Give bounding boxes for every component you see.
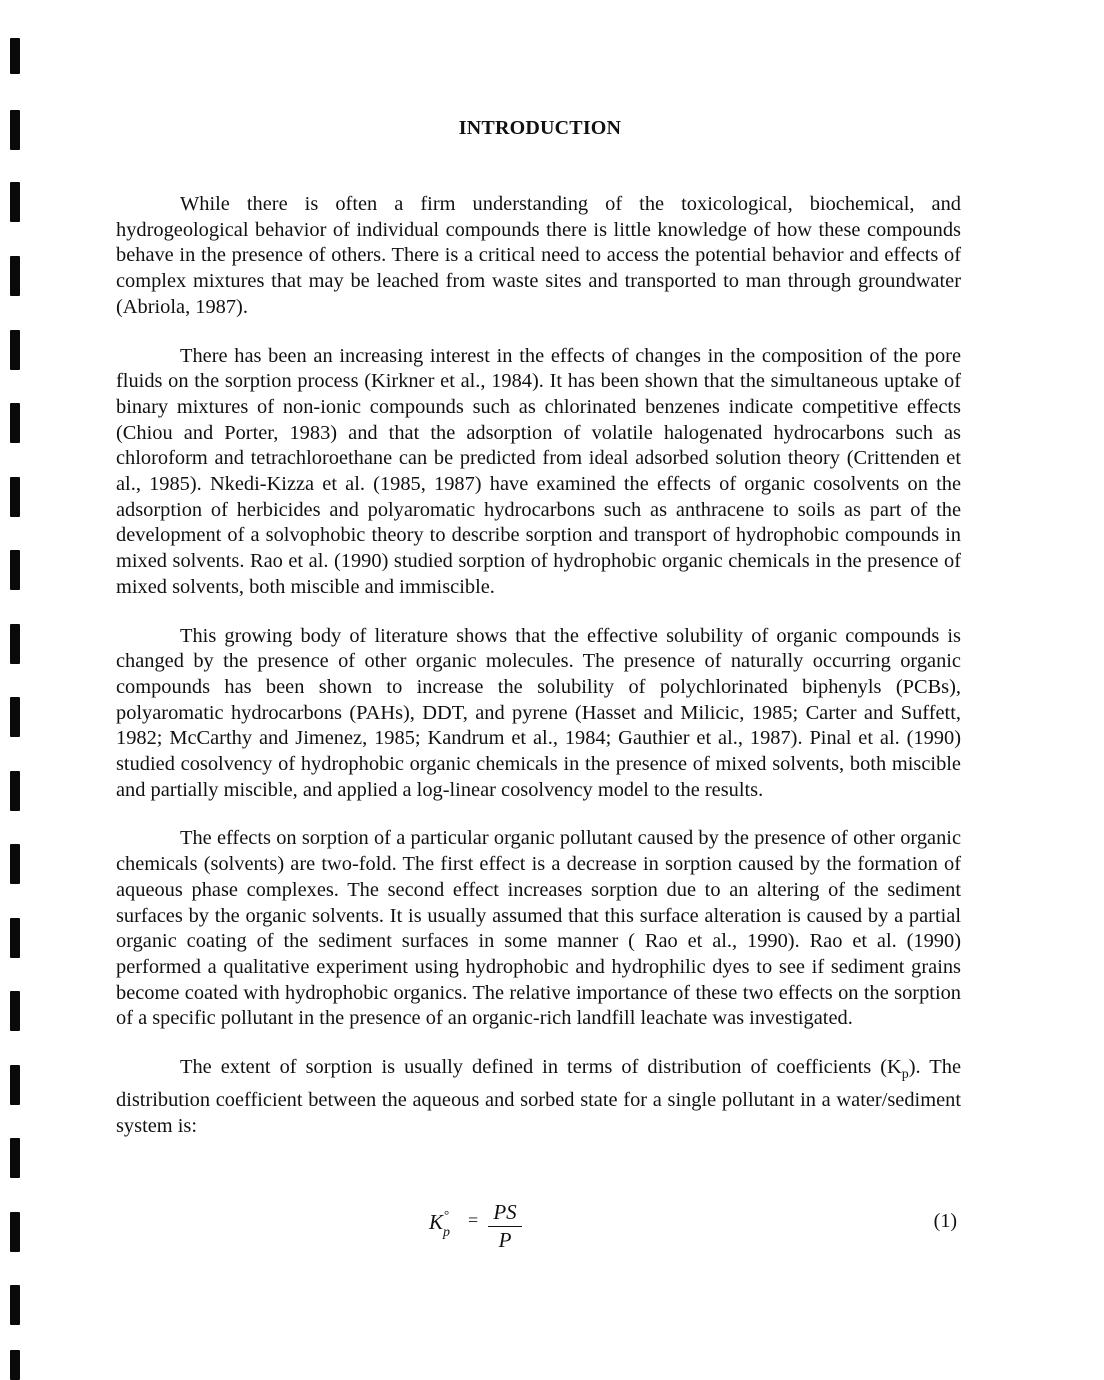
binding-mark — [10, 38, 20, 74]
binding-mark — [10, 624, 20, 664]
binding-mark — [10, 771, 20, 811]
equation-denominator: P — [498, 1228, 512, 1252]
paragraph-intro: While there is often a firm understanding of the toxicological, biochemical, and hydrogeological behavior of individual compounds there is little knowledge of how these compounds behave in the presence of others. There is a critical need to access the potential behavior and effects of complex mixtures that may be leached from waste sites and transported to man through groundwater (Abriola, 1987). — [116, 193, 961, 318]
binding-mark — [10, 844, 20, 884]
binding-mark — [10, 1212, 20, 1252]
binding-mark — [10, 330, 20, 370]
body-text — [116, 192, 961, 1162]
paragraph-text-before: The extent of sorption is usually defined in terms of distribution of coefficients (K — [180, 1056, 902, 1079]
page-title: INTRODUCTION — [458, 117, 622, 139]
binding-mark — [10, 991, 20, 1031]
equation-fraction — [488, 1200, 522, 1253]
binding-marks — [0, 0, 30, 1380]
binding-mark — [10, 1285, 20, 1325]
equation-numerator: PS — [488, 1200, 522, 1227]
equation-1 — [116, 1200, 961, 1260]
binding-mark — [10, 256, 20, 296]
binding-mark — [10, 403, 20, 443]
equation-number: (1) — [933, 1210, 957, 1232]
binding-mark — [10, 1138, 20, 1178]
binding-mark — [10, 550, 20, 590]
paragraph-subscript: p — [901, 1067, 909, 1083]
paragraph-pore-fluids: There has been an increasing interest in the effects of changes in the composition of the pore fluids on the sorption process (Kirkner et al., 1984). It has been shown that the simultaneous uptake of binary mixtures of non-ionic compounds such as chlorinated benzenes indicate competitive effects (Chiou and Porter, 1983) and that the adsorption of volatile halogenated hydrocarbons such as chloroform and tetrachloroethane can be predicted from ideal adsorbed solution theory (Crittenden et al., 1985). Nkedi-Kizza et al. (1985, 1987) have examined the effects of organic cosolvents on the adsorption of herbicides and polyaromatic hydrocarbons such as anthracene to soils as part of the development of a solvophobic theory to describe sorption and transport of hydrophobic compounds in mixed solvents. Rao et al. (1990) studied sorption of hydrophobic organic chemicals in the presence of mixed solvents, both miscible and immiscible. — [116, 344, 961, 598]
paragraph-text-after: ). The distribution coefficient between the aqueous and sorbed state for a single pollutant in a water/sediment system is: — [116, 1056, 961, 1137]
binding-mark — [10, 1350, 20, 1380]
binding-mark — [10, 477, 20, 517]
paragraph-sorption-effects: The effects on sorption of a particular organic pollutant caused by the presence of other organic chemicals (solvents) are two-fold. The first effect is a decrease in sorption caused by the formation of aqueous phase complexes. The second effect increases sorption due to an altering of the sediment surfaces by the organic solvents. It is usually assumed that this surface alteration is caused by a partial organic coating of the sediment surfaces in some manner ( Rao et al., 1990). Rao et al. (1990) performed a qualitative experiment using hydrophobic and hydrophilic dyes to see if sediment grains become coated with hydrophobic organics. The relative importance of these two effects on the sorption of a specific pollutant in the presence of an organic-rich landfill leachate was investigated. — [116, 827, 961, 1030]
equation-superscript: ° — [444, 1207, 450, 1222]
binding-mark — [10, 697, 20, 737]
paragraph-distribution-coefficient — [116, 1055, 961, 1139]
equation-subscript: p — [443, 1225, 451, 1240]
equation-symbol: K — [429, 1210, 444, 1234]
binding-mark — [10, 182, 20, 222]
paragraph-solubility: This growing body of literature shows that the effective solubility of organic compounds is changed by the presence of other organic molecules. The presence of naturally occurring organic compounds has been shown to increase the solubility of polychlorinated biphenyls (PCBs), polyaromatic hydrocarbons (PAHs), DDT, and pyrene (Hasset and Milicic, 1985; Carter and Suffett, 1982; McCarthy and Jimenez, 1985; Kandrum et al., 1984; Gauthier et al., 1987). Pinal et al. (1990) studied cosolvency of hydrophobic organic chemicals in the presence of mixed solvents, both miscible and partially miscible, and applied a log-linear cosolvency model to the results. — [116, 624, 961, 801]
equation-equals: = — [468, 1210, 479, 1230]
binding-mark — [10, 1065, 20, 1105]
binding-mark — [10, 918, 20, 958]
equation-lhs — [429, 1207, 455, 1240]
